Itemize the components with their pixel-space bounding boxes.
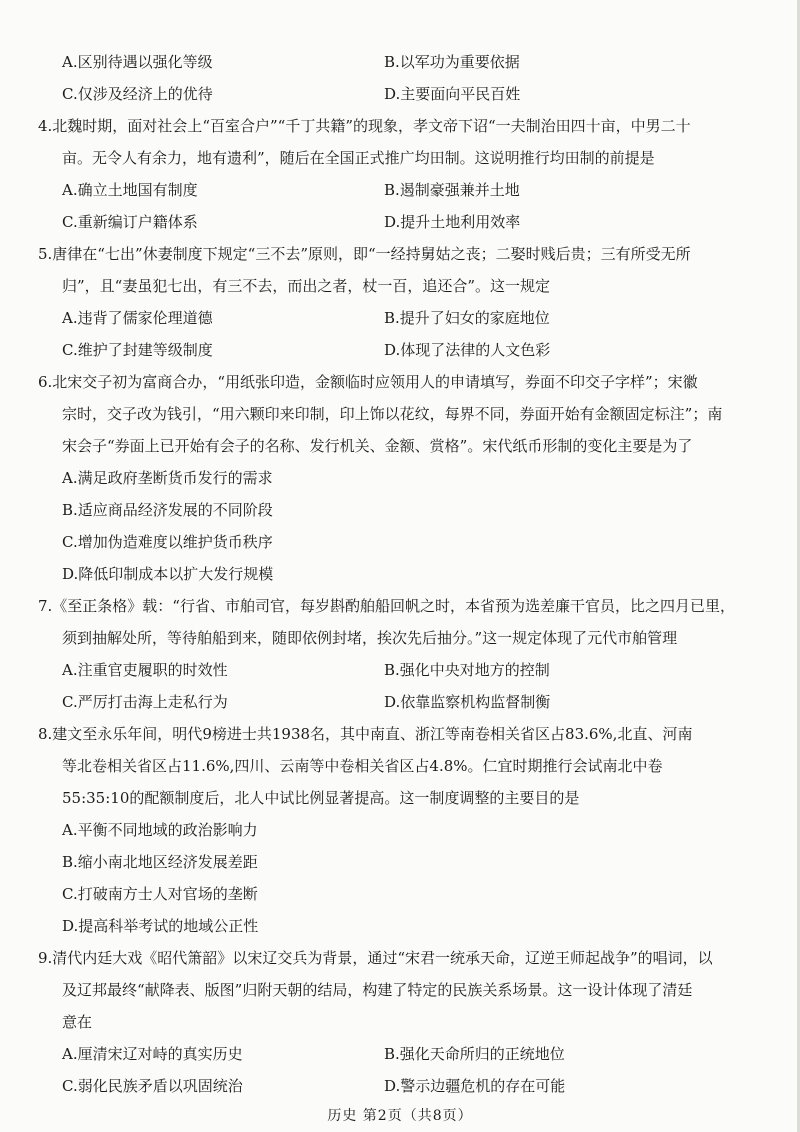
page-footer: 历史 第2页（共8页） bbox=[327, 1108, 473, 1124]
q5-option-d: D.体现了法律的人文色彩 bbox=[384, 341, 551, 359]
q5-stem-line-1: 5.唐律在“七出”休妻制度下规定“三不去”原则，即“一经持舅姑之丧；二娶时贱后贵；三有所受无所 bbox=[38, 245, 691, 263]
q8-option-a: A.平衡不同地域的政治影响力 bbox=[62, 821, 258, 839]
q4-stem-line-1: 4.北魏时期，面对社会上“百室合户”“千丁共籍”的现象，孝文帝下诏“一夫制治田四十亩，中男二十 bbox=[38, 117, 691, 135]
q5-option-b: B.提升了妇女的家庭地位 bbox=[384, 309, 550, 327]
q3-option-b: B.以军功为重要依据 bbox=[384, 53, 520, 71]
q6-option-a: A.满足政府垄断货币发行的需求 bbox=[62, 469, 273, 487]
q6-stem-line-3: 宋会子“券面上已开始有会子的名称、发行机关、金额、赏格”。宋代纸币形制的变化主要是为了 bbox=[62, 437, 693, 455]
q7-option-a: A.注重官吏履职的时效性 bbox=[62, 661, 228, 679]
q3-option-d: D.主要面向平民百姓 bbox=[384, 85, 521, 103]
q6-stem-line-1: 6.北宋交子初为富商合办，“用纸张印造，金额临时应领用人的申请填写，券面不印交子字样”；宋徽 bbox=[38, 373, 698, 391]
q4-option-d: D.提升土地利用效率 bbox=[384, 213, 521, 231]
q9-option-d: D.警示边疆危机的存在可能 bbox=[384, 1077, 566, 1095]
q5-option-c: C.维护了封建等级制度 bbox=[62, 341, 213, 359]
q4-stem-line-2: 亩。无令人有余力，地有遗利”，随后在全国正式推广均田制。这说明推行均田制的前提是 bbox=[62, 149, 655, 167]
q9-option-b: B.强化天命所归的正统地位 bbox=[384, 1045, 565, 1063]
q6-option-c: C.增加伪造难度以维护货币秩序 bbox=[62, 533, 273, 551]
q8-stem-line-1: 8.建文至永乐年间，明代9榜进士共1938名，其中南直、浙江等南卷相关省区占83.6%,北直、河南 bbox=[38, 725, 693, 743]
q8-option-d: D.提高科举考试的地域公正性 bbox=[62, 917, 259, 935]
q8-stem-line-2: 等北卷相关省区占11.6%,四川、云南等中卷相关省区占4.8%。仁宜时期推行会试南北中卷 bbox=[62, 757, 663, 775]
q4-option-a: A.确立土地国有制度 bbox=[62, 181, 198, 199]
q9-stem-line-2: 及辽邦最终“献降表、版图”归附天朝的结局，构建了特定的民族关系场景。这一设计体现了清廷 bbox=[62, 981, 693, 999]
q9-stem-line-1: 9.清代内廷大戏《昭代箫韶》以宋辽交兵为背景，通过“宋君一统承天命，辽逆王师起战争”的唱词，以 bbox=[38, 949, 713, 967]
q7-stem-line-2: 须到抽解处所，等待舶船到来，随即依例封堵，挨次先后抽分。”这一规定体现了元代市舶管理 bbox=[62, 629, 678, 647]
q3-option-c: C.仅涉及经济上的优待 bbox=[62, 85, 213, 103]
q7-option-c: C.严厉打击海上走私行为 bbox=[62, 693, 228, 711]
q9-option-c: C.弱化民族矛盾以巩固统治 bbox=[62, 1077, 243, 1095]
q8-option-c: C.打破南方士人对官场的垄断 bbox=[62, 885, 258, 903]
q7-stem-line-1: 7.《至正条格》载：“行省、市舶司官，每岁斟酌舶船回帆之时，本省预为选差廉干官员，比之四月已里， bbox=[38, 597, 735, 615]
q6-option-b: B.适应商品经济发展的不同阶段 bbox=[62, 501, 273, 519]
q4-option-c: C.重新编订户籍体系 bbox=[62, 213, 198, 231]
q9-option-a: A.厘清宋辽对峙的真实历史 bbox=[62, 1045, 243, 1063]
q6-option-d: D.降低印制成本以扩大发行规模 bbox=[62, 565, 274, 583]
q5-stem-line-2: 归”，且“妻虽犯七出，有三不去，而出之者，杖一百，追还合”。这一规定 bbox=[62, 277, 551, 295]
q7-option-d: D.依靠监察机构监督制衡 bbox=[384, 693, 551, 711]
q8-option-b: B.缩小南北地区经济发展差距 bbox=[62, 853, 258, 871]
q6-stem-line-2: 宗时，交子改为钱引，“用六颗印来印制，印上饰以花纹，每界不同，券面开始有金额固定标注”；南 bbox=[62, 405, 723, 423]
q5-option-a: A.违背了儒家伦理道德 bbox=[62, 309, 213, 327]
q4-option-b: B.遏制豪强兼并土地 bbox=[384, 181, 520, 199]
q8-stem-line-3: 55:35:10的配额制度后，北人中试比例显著提高。这一制度调整的主要目的是 bbox=[62, 789, 580, 807]
q3-option-a: A.区别待遇以强化等级 bbox=[62, 53, 213, 71]
q7-option-b: B.强化中央对地方的控制 bbox=[384, 661, 550, 679]
q9-stem-line-3: 意在 bbox=[62, 1013, 93, 1031]
